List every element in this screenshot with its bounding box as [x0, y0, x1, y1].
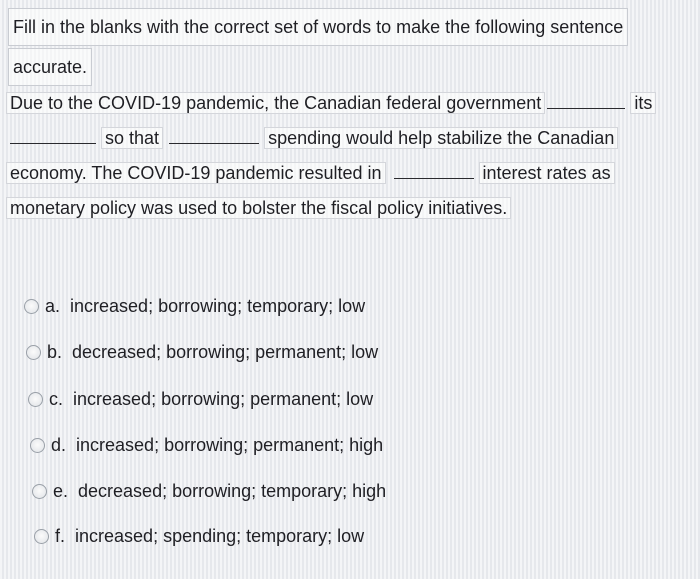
- option-c-letter: c.: [49, 389, 64, 409]
- option-d-letter: d.: [51, 435, 67, 455]
- blank-2: [10, 126, 96, 144]
- option-d-text: increased; borrowing; permanent; high: [76, 435, 384, 455]
- blank-4: [394, 161, 474, 179]
- option-c[interactable]: [28, 389, 373, 410]
- option-a-text: increased; borrowing; temporary; low: [70, 296, 366, 316]
- instructions-line-2: accurate.: [8, 48, 92, 86]
- radio-b-icon[interactable]: [26, 345, 41, 360]
- passage-text-5: economy. The COVID-19 pandemic resulted in: [6, 162, 386, 184]
- passage-line-4: [6, 191, 686, 226]
- instructions: [8, 8, 688, 88]
- option-b-letter: b.: [47, 342, 63, 362]
- option-d[interactable]: [30, 435, 383, 456]
- passage-text-4: spending would help stabilize the Canadian: [264, 127, 618, 149]
- option-a[interactable]: [24, 296, 365, 317]
- passage-text-3: so that: [101, 127, 163, 149]
- radio-f-icon[interactable]: [34, 529, 49, 544]
- passage-line-1: [6, 86, 686, 121]
- passage-text-2: its: [630, 92, 656, 114]
- passage-text-7: monetary policy was used to bolster the fiscal policy initiatives.: [6, 197, 511, 219]
- radio-e-icon[interactable]: [32, 484, 47, 499]
- radio-a-icon[interactable]: [24, 299, 39, 314]
- passage-line-3: [6, 156, 686, 191]
- passage-text-6: interest rates as: [479, 162, 615, 184]
- option-f[interactable]: [34, 526, 364, 547]
- option-a-letter: a.: [45, 296, 61, 316]
- blank-3: [169, 126, 259, 144]
- option-e[interactable]: [32, 481, 386, 502]
- option-e-letter: e.: [53, 481, 69, 501]
- option-f-text: increased; spending; temporary; low: [75, 526, 365, 546]
- option-b[interactable]: [26, 342, 378, 363]
- option-f-letter: f.: [55, 526, 66, 546]
- option-b-text: decreased; borrowing; permanent; low: [72, 342, 379, 362]
- passage-text-1: Due to the COVID-19 pandemic, the Canadian federal government: [6, 92, 545, 114]
- passage-line-2: [6, 121, 686, 156]
- option-e-text: decreased; borrowing; temporary; high: [78, 481, 387, 501]
- radio-d-icon[interactable]: [30, 438, 45, 453]
- option-c-text: increased; borrowing; permanent; low: [73, 389, 374, 409]
- instructions-line-1: Fill in the blanks with the correct set of words to make the following sentence: [8, 8, 628, 46]
- question-passage: [6, 86, 686, 226]
- radio-c-icon[interactable]: [28, 392, 43, 407]
- blank-1: [547, 91, 625, 109]
